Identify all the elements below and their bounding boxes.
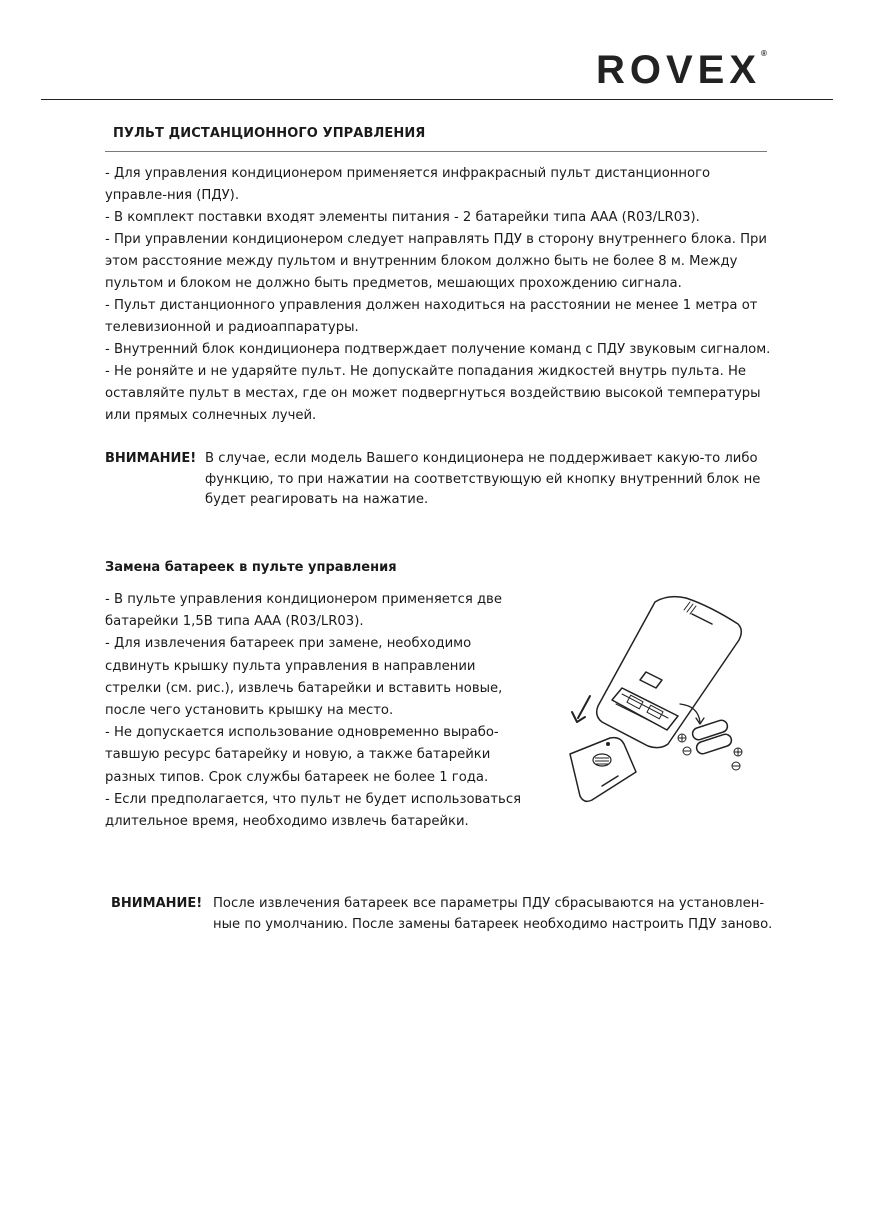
paragraph: - В комплект поставки входят элементы питания - 2 батарейки типа ААА (R03/LR03). — [105, 210, 700, 225]
brand-logo — [596, 50, 767, 90]
paragraph: - В пульте управления кондиционером применяется две батарейки 1,5В типа ААА (R03/LR03). — [105, 592, 502, 630]
paragraph: - При управлении кондиционером следует направлять ПДУ в сторону внутреннего блока. При этом расстояние между пультом и внутренним блоком должно быть не более 8 м. Между пультом и блоком не должно быть предметов, мешающих прохождению сигнала. — [105, 232, 767, 291]
warning-label: ВНИМАНИЕ! — [105, 451, 197, 466]
remote-window — [640, 672, 662, 688]
brand-name: ROVEX — [596, 48, 762, 92]
section-title: ПУЛЬТ ДИСТАНЦИОННОГО УПРАВЛЕНИЯ — [113, 126, 426, 141]
remote-body — [597, 597, 742, 748]
cover-screw — [606, 742, 610, 746]
paragraph: - Не допускается использование одновременно вырабо-тавшую ресурс батарейку и новую, а также батарейки разных типов. Срок службы батареек не более 1 года. — [105, 725, 499, 785]
paragraph: - Если предполагается, что пульт не будет использоваться длительное время, необходимо извлечь батарейки. — [105, 791, 522, 830]
warning-label: ВНИМАНИЕ! — [111, 896, 203, 911]
battery-2 — [695, 733, 733, 756]
warning-note — [105, 449, 765, 511]
paragraph: - Для управления кондиционером применяется инфракрасный пульт дистанционного управле-ния (ПДУ). — [105, 166, 711, 203]
battery-1 — [691, 719, 729, 742]
trademark-sign: ® — [761, 49, 767, 58]
warning-text: После извлечения батареек все параметры ПДУ сбрасываются на установлен-ные по умолчанию. После замены батареек необходимо настроить ПДУ заново. — [213, 896, 773, 932]
section-title-divider — [105, 151, 767, 152]
battery-cover — [570, 738, 636, 802]
paragraph: - Для извлечения батареек при замене, необходимо сдвинуть крышку пульта управления в направлении стрелки (см. рис.), извлечь батарейки и вставить новые, после чего установить крышку на место. — [105, 636, 503, 719]
slide-arrow — [578, 696, 590, 718]
remote-info-paragraphs — [105, 163, 771, 427]
paragraph: - Пульт дистанционного управления должен находиться на расстоянии не менее 1 метра от телевизионной и радиоаппаратуры. — [105, 298, 758, 335]
warning-text: В случае, если модель Вашего кондиционера не поддерживает какую-то либо функцию, то при нажатии на соответствующую ей кнопку внутренний блок не будет реагировать на нажатие. — [205, 451, 761, 507]
cover-grille — [593, 754, 611, 766]
paragraph: - Внутренний блок кондиционера подтверждает получение команд с ПДУ звуковым сигналом. — [105, 342, 771, 357]
warning-note — [111, 894, 773, 935]
paragraph: - Не роняйте и не ударяйте пульт. Не допускайте попадания жидкостей внутрь пульта. Не оставляйте пульт в местах, где он может подвергнуться воздействию высокой температуры или прямых солнечных лучей. — [105, 364, 761, 423]
battery-section-title: Замена батареек в пульте управления — [105, 560, 397, 575]
battery-paragraphs — [105, 589, 525, 833]
header-divider — [41, 99, 833, 100]
battery-replacement-illustration — [550, 588, 750, 810]
